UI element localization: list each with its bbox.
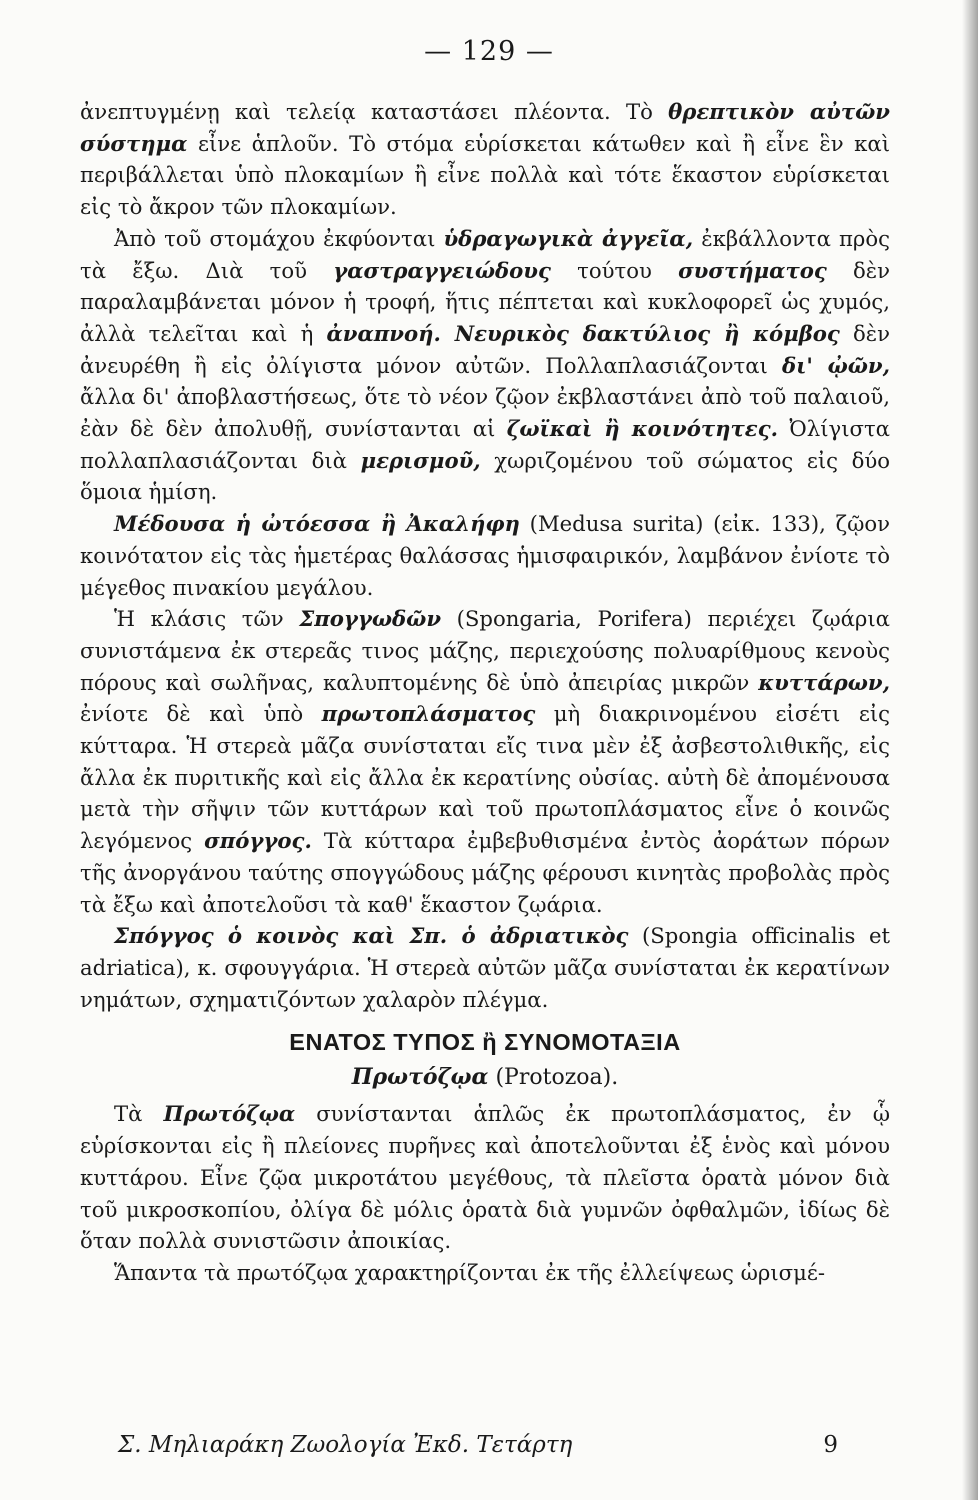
emphasized-term: ὑδραγωγικὰ ἀγγεῖα, xyxy=(443,225,694,251)
text-run: εἶνε ἁπλοῦν. Τὸ στόμα εὑρίσκεται κάτωθεν καὶ ἢ εἶνε ἓν καὶ περιβάλλεται ὑπὸ πλοκαμίων ἢ εἶνε πολλὰ καὶ τότε ἕκαστον εὑρίσκεται εἰς τὸ ἄκρον τῶν πλοκαμίων. xyxy=(80,130,890,220)
text-run: ἐνίοτε δὲ καὶ ὑπὸ xyxy=(80,701,322,727)
emphasized-term: Σπογγωδῶν xyxy=(299,606,442,632)
text-run: Ὀλίγιστα πολλαπλασιάζονται διὰ xyxy=(80,416,890,473)
paragraph xyxy=(80,96,890,223)
text-run: δὲν ἀνευρέθη ἢ εἰς ὀλίγιστα μόνον αὐτῶν. Πολλαπλασιάζονται xyxy=(80,320,890,378)
emphasized-term: συστήματος xyxy=(678,257,827,283)
paragraph xyxy=(80,920,890,1015)
text-run: δὲν παραλαμβάνεται μόνον ἡ τροφή, ἥτις πέπτεται καὶ κυκλοφορεῖ ὡς χυμός, ἀλλὰ τελεῖται καὶ ἡ xyxy=(80,257,890,346)
paragraphs-before-heading xyxy=(80,96,890,1015)
footer-signature-number: 9 xyxy=(823,1432,838,1458)
text-run: (Spongia officinalis et adriatica), κ. σφουγγάρια. Ἡ στερεὰ αὐτῶν μᾶζα συνίσταται ἐκ κερατίνων νημάτων, σχηματιζόντων χαλαρὸν πλέγμα. xyxy=(80,923,891,1012)
section-heading: ΕΝΑΤΟΣ ΤΥΠΟΣ ἢ ΣΥΝΟΜΟΤΑΞΙΑ xyxy=(289,1029,681,1056)
page-number: — 129 — xyxy=(424,36,554,67)
emphasized-term: Σπόγγος ὁ κοινὸς καὶ Σπ. ὁ ἀδριατικὸς xyxy=(114,923,629,949)
emphasized-term: γαστραγγειώδους xyxy=(333,257,551,283)
text-run: Τὰ κύτταρα ἐμβεβυθισμένα ἐντὸς ἀοράτων πόρων τῆς ἀνοργάνου ταύτης σπογγώδους μάζης φέρουσι κινητὰς προβολὰς πρὸς τὰ ἔξω καὶ ἀποτελοῦσι τὰ καθ' ἕκαστον ζῳάρια. xyxy=(80,828,890,917)
section-subheading xyxy=(80,1059,890,1096)
page-edge-shadow xyxy=(962,0,978,1500)
text-run: χωριζομένου τοῦ σώματος εἰς δύο ὅμοια ἡμίση. xyxy=(80,447,890,505)
text-run: συνίστανται ἁπλῶς ἐκ πρωτοπλάσματος, ἐν ᾧ εὑρίσκονται εἰς ἢ πλείονες πυρῆνες καὶ ἀποτελοῦνται ἐξ ἑνὸς καὶ μόνου κυττάρου. Εἶνε ζῷα μικροτάτου μεγέθους, τὰ πλεῖστα ὁρατὰ μόνον διὰ τοῦ μικροσκοπίου, ὀλίγα δὲ μόλις ὁρατὰ διὰ γυμνῶν ὀφθαλμῶν, ἰδίως δὲ ὅταν πολλὰ συνιστῶσιν ἀποικίας. xyxy=(80,1101,890,1254)
text-run: Ἅπαντα τὰ πρωτόζῳα χαρακτηρίζονται ἐκ τῆς ἐλλείψεως ὡρισμέ- xyxy=(114,1259,826,1285)
emphasized-term: Μέδουσα ἡ ὠτόεσσα ἢ Ἀκαλήφη xyxy=(114,511,520,537)
subheading-latin: (Protozoa). xyxy=(488,1065,619,1091)
paragraph xyxy=(80,603,890,920)
subheading-name: Πρωτόζῳα xyxy=(351,1064,489,1091)
text-run: (Spongaria, Porifera) περιέχει ζῳάρια συνιστάμενα ἐκ στερεᾶς τινος μάζης, περιεχούσης πολυαρίθμους κενοὺς πόρους καὶ σωλῆνας, καλυπτομένης δὲ ὑπὸ ἀπειρίας μικρῶν xyxy=(80,606,890,695)
paragraph xyxy=(80,1257,890,1289)
body-text xyxy=(80,96,890,1289)
page-footer xyxy=(118,1432,838,1458)
text-run: ἀνεπτυγμένῃ καὶ τελείᾳ καταστάσει πλέοντα. Τὸ xyxy=(80,99,669,124)
text-run: Ἀπὸ τοῦ στομάχου ἐκφύονται xyxy=(114,225,444,251)
emphasized-term: θρεπτικὸν αὐτῶν σύστημα xyxy=(80,99,890,156)
paragraph xyxy=(80,508,890,603)
emphasized-term: μερισμοῦ, xyxy=(360,447,481,473)
text-run: Ἡ κλάσις τῶν xyxy=(114,606,300,632)
emphasized-term: Πρωτόζῳα xyxy=(163,1101,296,1127)
text-run: μὴ διακρινομένου εἰσέτι εἰς κύτταρα. Ἡ στερεὰ μᾶζα συνίσταται εἴς τινα μὲν ἐξ ἀσβεστολιθικῆς, εἰς ἄλλα ἐκ πυριτικῆς καὶ εἰς ἄλλα ἐκ κερατίνης οὐσίας. αὐτὴ δὲ ἀπομένουσα μετὰ τὴν σῆψιν τῶν κυττάρων καὶ τοῦ πρωτοπλάσματος εἶνε ὁ κοινῶς λεγόμενος xyxy=(80,701,890,854)
emphasized-term: ἀναπνοή. Νευρικὸς δακτύλιος ἢ κόμβος xyxy=(326,320,840,346)
footer-publication: Σ. Μηλιαράκη Ζωολογία Ἐκδ. Τετάρτη xyxy=(118,1432,573,1458)
paragraph xyxy=(80,223,890,508)
emphasized-term: ζωϊκαὶ ἢ κοινότητες. xyxy=(506,416,778,442)
emphasized-term: κυττάρων, xyxy=(758,669,890,695)
paragraphs-after-heading xyxy=(80,1098,890,1288)
paragraph xyxy=(80,1098,890,1257)
emphasized-term: σπόγγος. xyxy=(204,828,312,854)
text-run: (Medusa surita) (εἰκ. 133), ζῷον κοινότατον εἰς τὰς ἡμετέρας θαλάσσας ἡμισφαιρικόν, λαμβάνον ἐνίοτε τὸ μέγεθος πινακίου μεγάλου. xyxy=(80,511,890,600)
text-run: ἄλλα δι' ἀποβλαστήσεως, ὅτε τὸ νέον ζῷον ἐκβλαστάνει ἀπὸ τοῦ παλαιοῦ, ἐὰν δὲ δὲν ἀπολυθῇ, συνίστανται αἱ xyxy=(80,384,890,442)
emphasized-term: πρωτοπλάσματος xyxy=(321,701,536,727)
emphasized-term: δι' ᾠῶν, xyxy=(781,352,891,378)
text-run: ἐκβάλλοντα πρὸς τὰ ἔξω. Διὰ τοῦ xyxy=(80,225,890,283)
text-run: Τὰ xyxy=(114,1101,164,1127)
text-run: τούτου xyxy=(550,257,679,283)
